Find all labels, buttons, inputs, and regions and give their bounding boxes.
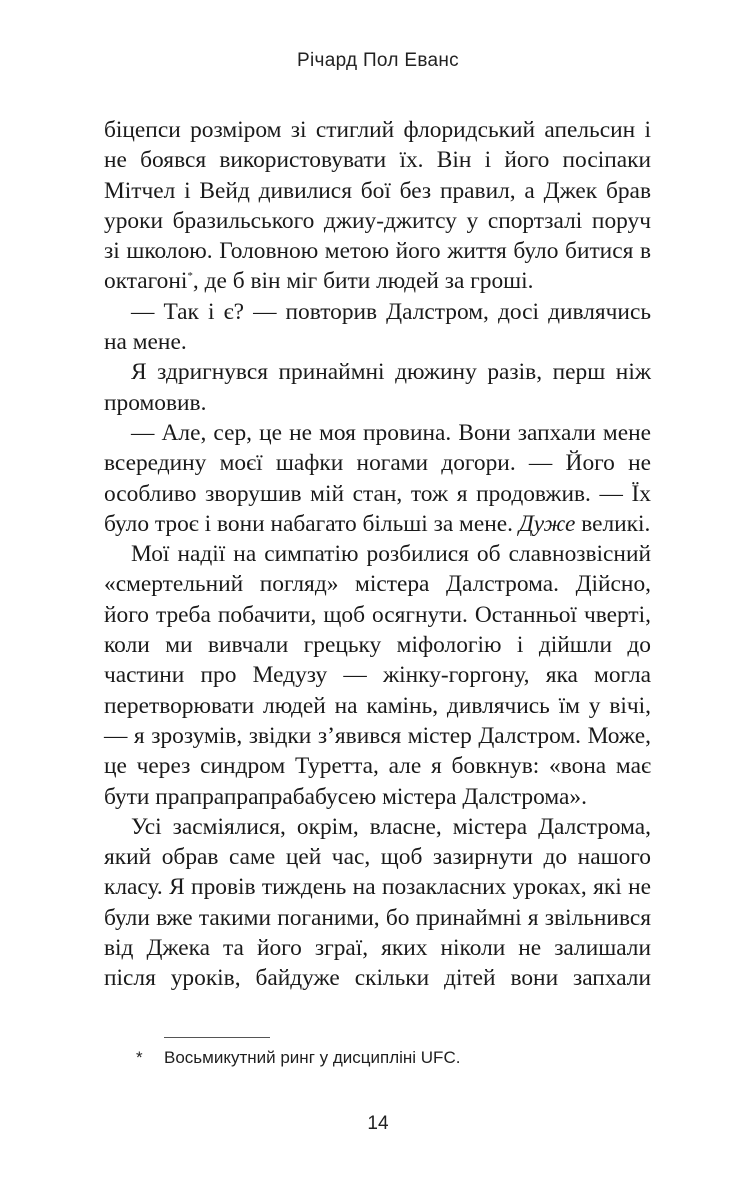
paragraph-1-text-b: , де б він міг бити людей за гроші. <box>192 268 534 295</box>
running-head-author: Річард Пол Еванс <box>297 50 459 71</box>
main-text <box>104 115 651 994</box>
paragraph-4-emphasis: Дуже <box>518 510 576 537</box>
footnote-mark: * <box>136 1048 143 1067</box>
footnote-text: Восьмикутний ринг у дисципліні UFC. <box>164 1048 461 1067</box>
paragraph-1-text-a: біцепси розміром зі стиглий флоридський апельсин і не боявся використовувати їх. Він і його посіпаки Мітчел і Вейд дивилися бої без правил, а Джек брав уроки бразильського джиу-джитсу у спортзалі поруч зі школою. Головною метою його життя було битися в октагоні <box>104 117 651 295</box>
paragraph-4 <box>104 418 651 539</box>
footnote-reference-mark[interactable]: * <box>187 270 193 283</box>
paragraph-5: Мої надії на симпатію розбилися об славнозвісний «смертельний погляд» містера Далстрома. Дійсно, його треба побачити, щоб осягнути. Останньої чверті, коли ми вивчали грецьку міфологію і дійшли до частини про Медузу — жінку-горгону, яка могла перетворювати людей на камінь, дивлячись їм у вічі, — я зрозумів, звідки з’явився містер Далстром. Може, це через синдром Туретта, але я бовкнув: «вона має бути прапрапрапрабабусею містера Далстрома». <box>104 541 651 810</box>
paragraph-1 <box>104 115 651 297</box>
paragraph-6: Усі засміялися, окрім, власне, містера Далстрома, який обрав саме цей час, щоб зазирнути до нашого класу. Я провів тиждень на позакласних уроках, які не були вже такими поганими, бо принаймні я звільнився від Джека та його зграї, яких ніколи не залишали після уроків, байдуже скільки дітей вони запхали <box>104 813 651 992</box>
page-number: 14 <box>367 1113 389 1134</box>
paragraph-4-text-a: — Але, сер, це не моя провина. Вони запхали мене всередину моєї шафки ногами догори. — Його не особливо зворушив мій стан, тож я продовжив. — Їх було троє і вони набагато більші за мене. <box>104 419 651 537</box>
paragraph-3: Я здригнувся принаймні дюжину разів, перш ніж промовив. <box>104 359 651 416</box>
footnote <box>104 1046 664 1070</box>
paragraph-2: — Так і є? — повторив Далстром, досі дивлячись на мене. <box>104 298 651 356</box>
paragraph-4-text-b: великі. <box>575 510 651 537</box>
footnote-divider <box>164 1037 270 1038</box>
